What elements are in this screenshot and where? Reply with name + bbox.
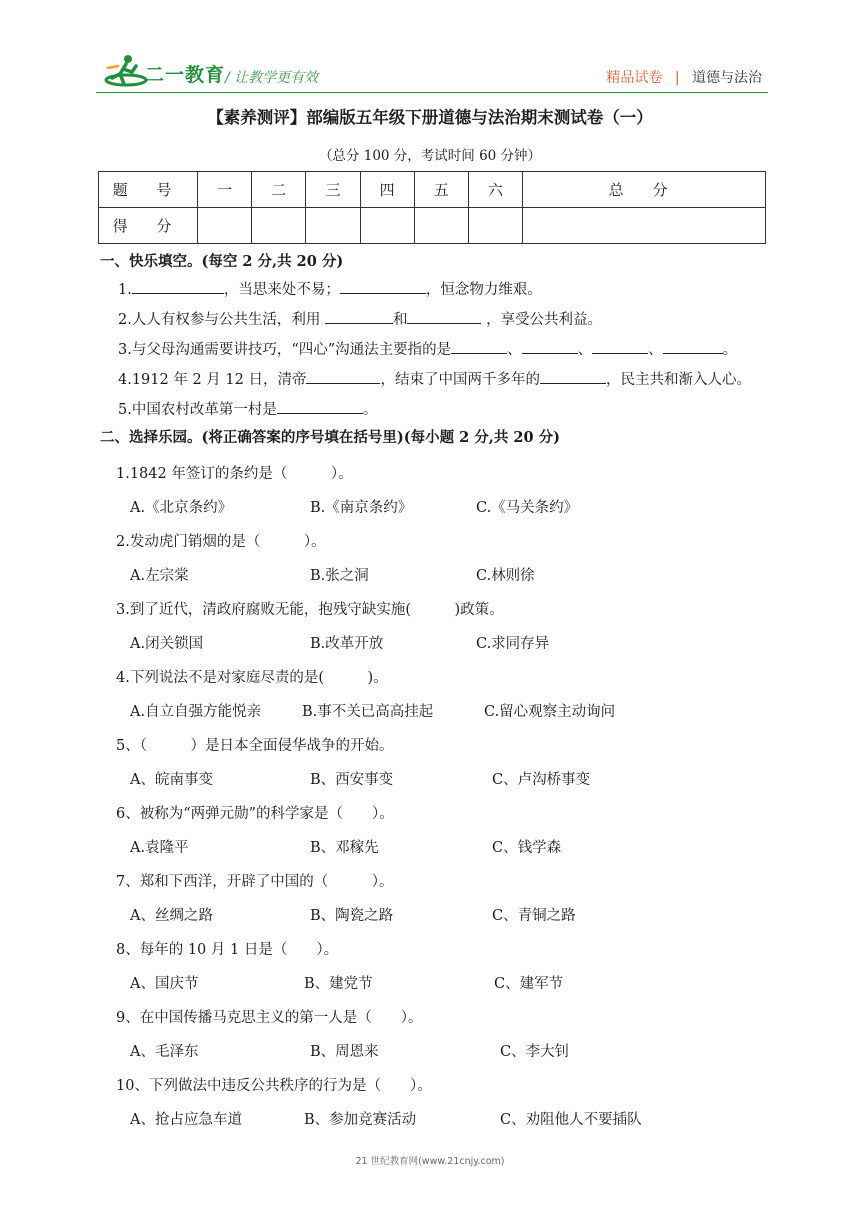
choice-question: 8、每年的 10 月 1 日是（ ）。 [116, 942, 339, 958]
logo-text: 二一教育 [145, 64, 226, 86]
header-tags [606, 67, 762, 87]
table-cell: 得 分 [99, 208, 198, 244]
question-text: 2.人人有权参与公共生活，利用 [118, 312, 321, 328]
question-text: 、 [648, 342, 663, 358]
table-cell: 二 [252, 172, 306, 208]
table-cell: 五 [414, 172, 468, 208]
answer-blank[interactable] [325, 309, 393, 324]
question-text: 4.1912 年 2 月 12 日，清帝 [118, 372, 307, 388]
choice-question: 4.下列说法不是对家庭尽责的是( )。 [116, 670, 388, 686]
choice-question: 3.到了近代，清政府腐败无能，抱残守缺实施( )政策。 [116, 602, 504, 618]
score-table-header-row [99, 172, 766, 208]
choice-option-a[interactable]: A、抢占应急车道 [130, 1112, 242, 1128]
section2-heading: 二、选择乐园。(将正确答案的序号填在括号里)(每小题 2 分,共 20 分) [100, 429, 560, 446]
tag-premium: 精品试卷 [606, 70, 663, 86]
choice-option-c[interactable]: C.留心观察主动询问 [484, 704, 616, 720]
fill-question-2 [118, 308, 602, 329]
score-cell[interactable] [414, 208, 468, 244]
choice-option-c[interactable]: C、劝阻他人不要插队 [500, 1112, 642, 1128]
answer-blank[interactable] [340, 279, 426, 294]
page-header [0, 0, 860, 100]
choice-option-c[interactable]: C、青铜之路 [492, 908, 576, 924]
question-text: 3.与父母沟通需要讲技巧，“四心”沟通法主要指的是 [118, 342, 452, 358]
table-cell: 总 分 [523, 172, 766, 208]
choice-option-c[interactable]: C、建军节 [494, 976, 564, 992]
choice-option-c[interactable]: C、李大钊 [500, 1044, 570, 1060]
answer-blank[interactable] [407, 309, 481, 324]
score-cell[interactable] [523, 208, 766, 244]
table-cell: 一 [198, 172, 252, 208]
answer-blank[interactable] [540, 369, 606, 384]
question-text: 5.中国农村改革第一村是 [118, 402, 277, 418]
choice-option-c[interactable]: C、卢沟桥事变 [492, 772, 591, 788]
answer-blank[interactable] [132, 279, 224, 294]
choice-option-a[interactable]: A.《北京条约》 [130, 500, 233, 516]
score-table [98, 171, 766, 244]
question-text: 、 [577, 342, 593, 358]
score-cell[interactable] [306, 208, 360, 244]
score-cell[interactable] [468, 208, 522, 244]
question-text: ，当思来处不易； [223, 282, 340, 298]
answer-blank[interactable] [451, 339, 507, 354]
score-table-score-row [99, 208, 766, 244]
slogan: / 让教学更有效 [225, 70, 319, 86]
fill-question-1 [118, 278, 542, 299]
table-cell: 题 号 [99, 172, 198, 208]
choice-question: 6、被称为“两弹元勋”的科学家是（ ）。 [116, 806, 394, 822]
choice-option-a[interactable]: A、国庆节 [130, 976, 199, 992]
question-text: ，恒念物力维艰。 [425, 282, 542, 298]
section1-heading: 一、快乐填空。(每空 2 分,共 20 分) [100, 253, 344, 270]
choice-option-c[interactable]: C.林则徐 [476, 568, 535, 584]
page-subtitle: （总分 100 分，考试时间 60 分钟） [318, 148, 542, 164]
fill-question-5 [118, 398, 377, 419]
choice-option-b[interactable]: B.事不关已高高挂起 [302, 704, 434, 720]
score-cell[interactable] [252, 208, 306, 244]
question-text: 、 [507, 342, 522, 358]
choice-option-b[interactable]: B、邓稼先 [310, 840, 379, 856]
choice-question: 10、下列做法中违反公共秩序的行为是（ ）。 [116, 1078, 432, 1094]
choice-option-b[interactable]: B、陶瓷之路 [310, 908, 394, 924]
choice-option-c[interactable]: C、钱学森 [492, 840, 562, 856]
question-text: 。 [722, 342, 738, 358]
choice-option-c[interactable]: C.求同存异 [476, 636, 550, 652]
header-divider [96, 92, 768, 93]
question-text: 。 [362, 402, 378, 418]
choice-question: 1.1842 年签订的条约是（ ）。 [116, 466, 353, 482]
page-footer: 21 世纪教育网(www.21cnjy.com) [355, 1156, 505, 1167]
answer-blank[interactable] [592, 339, 648, 354]
choice-question: 7、郑和下西洋，开辟了中国的（ ）。 [116, 874, 394, 890]
question-text: 和 [392, 312, 408, 328]
choice-option-a[interactable]: A.袁隆平 [130, 840, 189, 856]
question-text: 1. [118, 282, 132, 298]
choice-option-a[interactable]: A.闭关锁国 [130, 636, 204, 652]
choice-option-b[interactable]: B.改革开放 [310, 636, 384, 652]
question-text: ，结束了中国两千多年的 [380, 372, 540, 388]
choice-option-a[interactable]: A.左宗棠 [130, 568, 189, 584]
tag-separator: | [674, 70, 680, 86]
choice-option-a[interactable]: A、皖南事变 [130, 772, 213, 788]
answer-blank[interactable] [522, 339, 578, 354]
choice-option-b[interactable]: B、建党节 [304, 976, 373, 992]
tag-subject: 道德与法治 [692, 70, 762, 86]
answer-blank[interactable] [277, 399, 363, 414]
table-cell: 六 [468, 172, 522, 208]
choice-question: 2.发动虎门销烟的是（ ）。 [116, 534, 326, 550]
choice-option-b[interactable]: B.《南京条约》 [310, 500, 413, 516]
score-cell[interactable] [198, 208, 252, 244]
choice-question: 9、在中国传播马克思主义的第一人是（ ）。 [116, 1010, 423, 1026]
fill-question-4 [118, 368, 751, 389]
choice-option-a[interactable]: A、丝绸之路 [130, 908, 213, 924]
choice-question: 5、（ ）是日本全面侵华战争的开始。 [116, 738, 394, 754]
question-text: ，民主共和渐入人心。 [605, 372, 751, 388]
answer-blank[interactable] [663, 339, 723, 354]
page-title: 【素养测评】部编版五年级下册道德与法治期末测试卷（一） [207, 108, 653, 127]
choice-option-a[interactable]: A、毛泽东 [130, 1044, 199, 1060]
table-cell: 三 [306, 172, 360, 208]
choice-option-b[interactable]: B、参加竞赛活动 [304, 1112, 417, 1128]
choice-option-b[interactable]: B、西安事变 [310, 772, 394, 788]
choice-option-c[interactable]: C.《马关条约》 [476, 500, 579, 516]
fill-question-3 [118, 338, 737, 359]
answer-blank[interactable] [306, 369, 380, 384]
score-cell[interactable] [360, 208, 414, 244]
choice-option-a[interactable]: A.自立自强方能悦亲 [130, 704, 262, 720]
table-cell: 四 [360, 172, 414, 208]
question-text: ，享受公共利益。 [486, 312, 603, 328]
choice-option-b[interactable]: B、周恩来 [310, 1044, 379, 1060]
choice-option-b[interactable]: B.张之洞 [310, 568, 369, 584]
